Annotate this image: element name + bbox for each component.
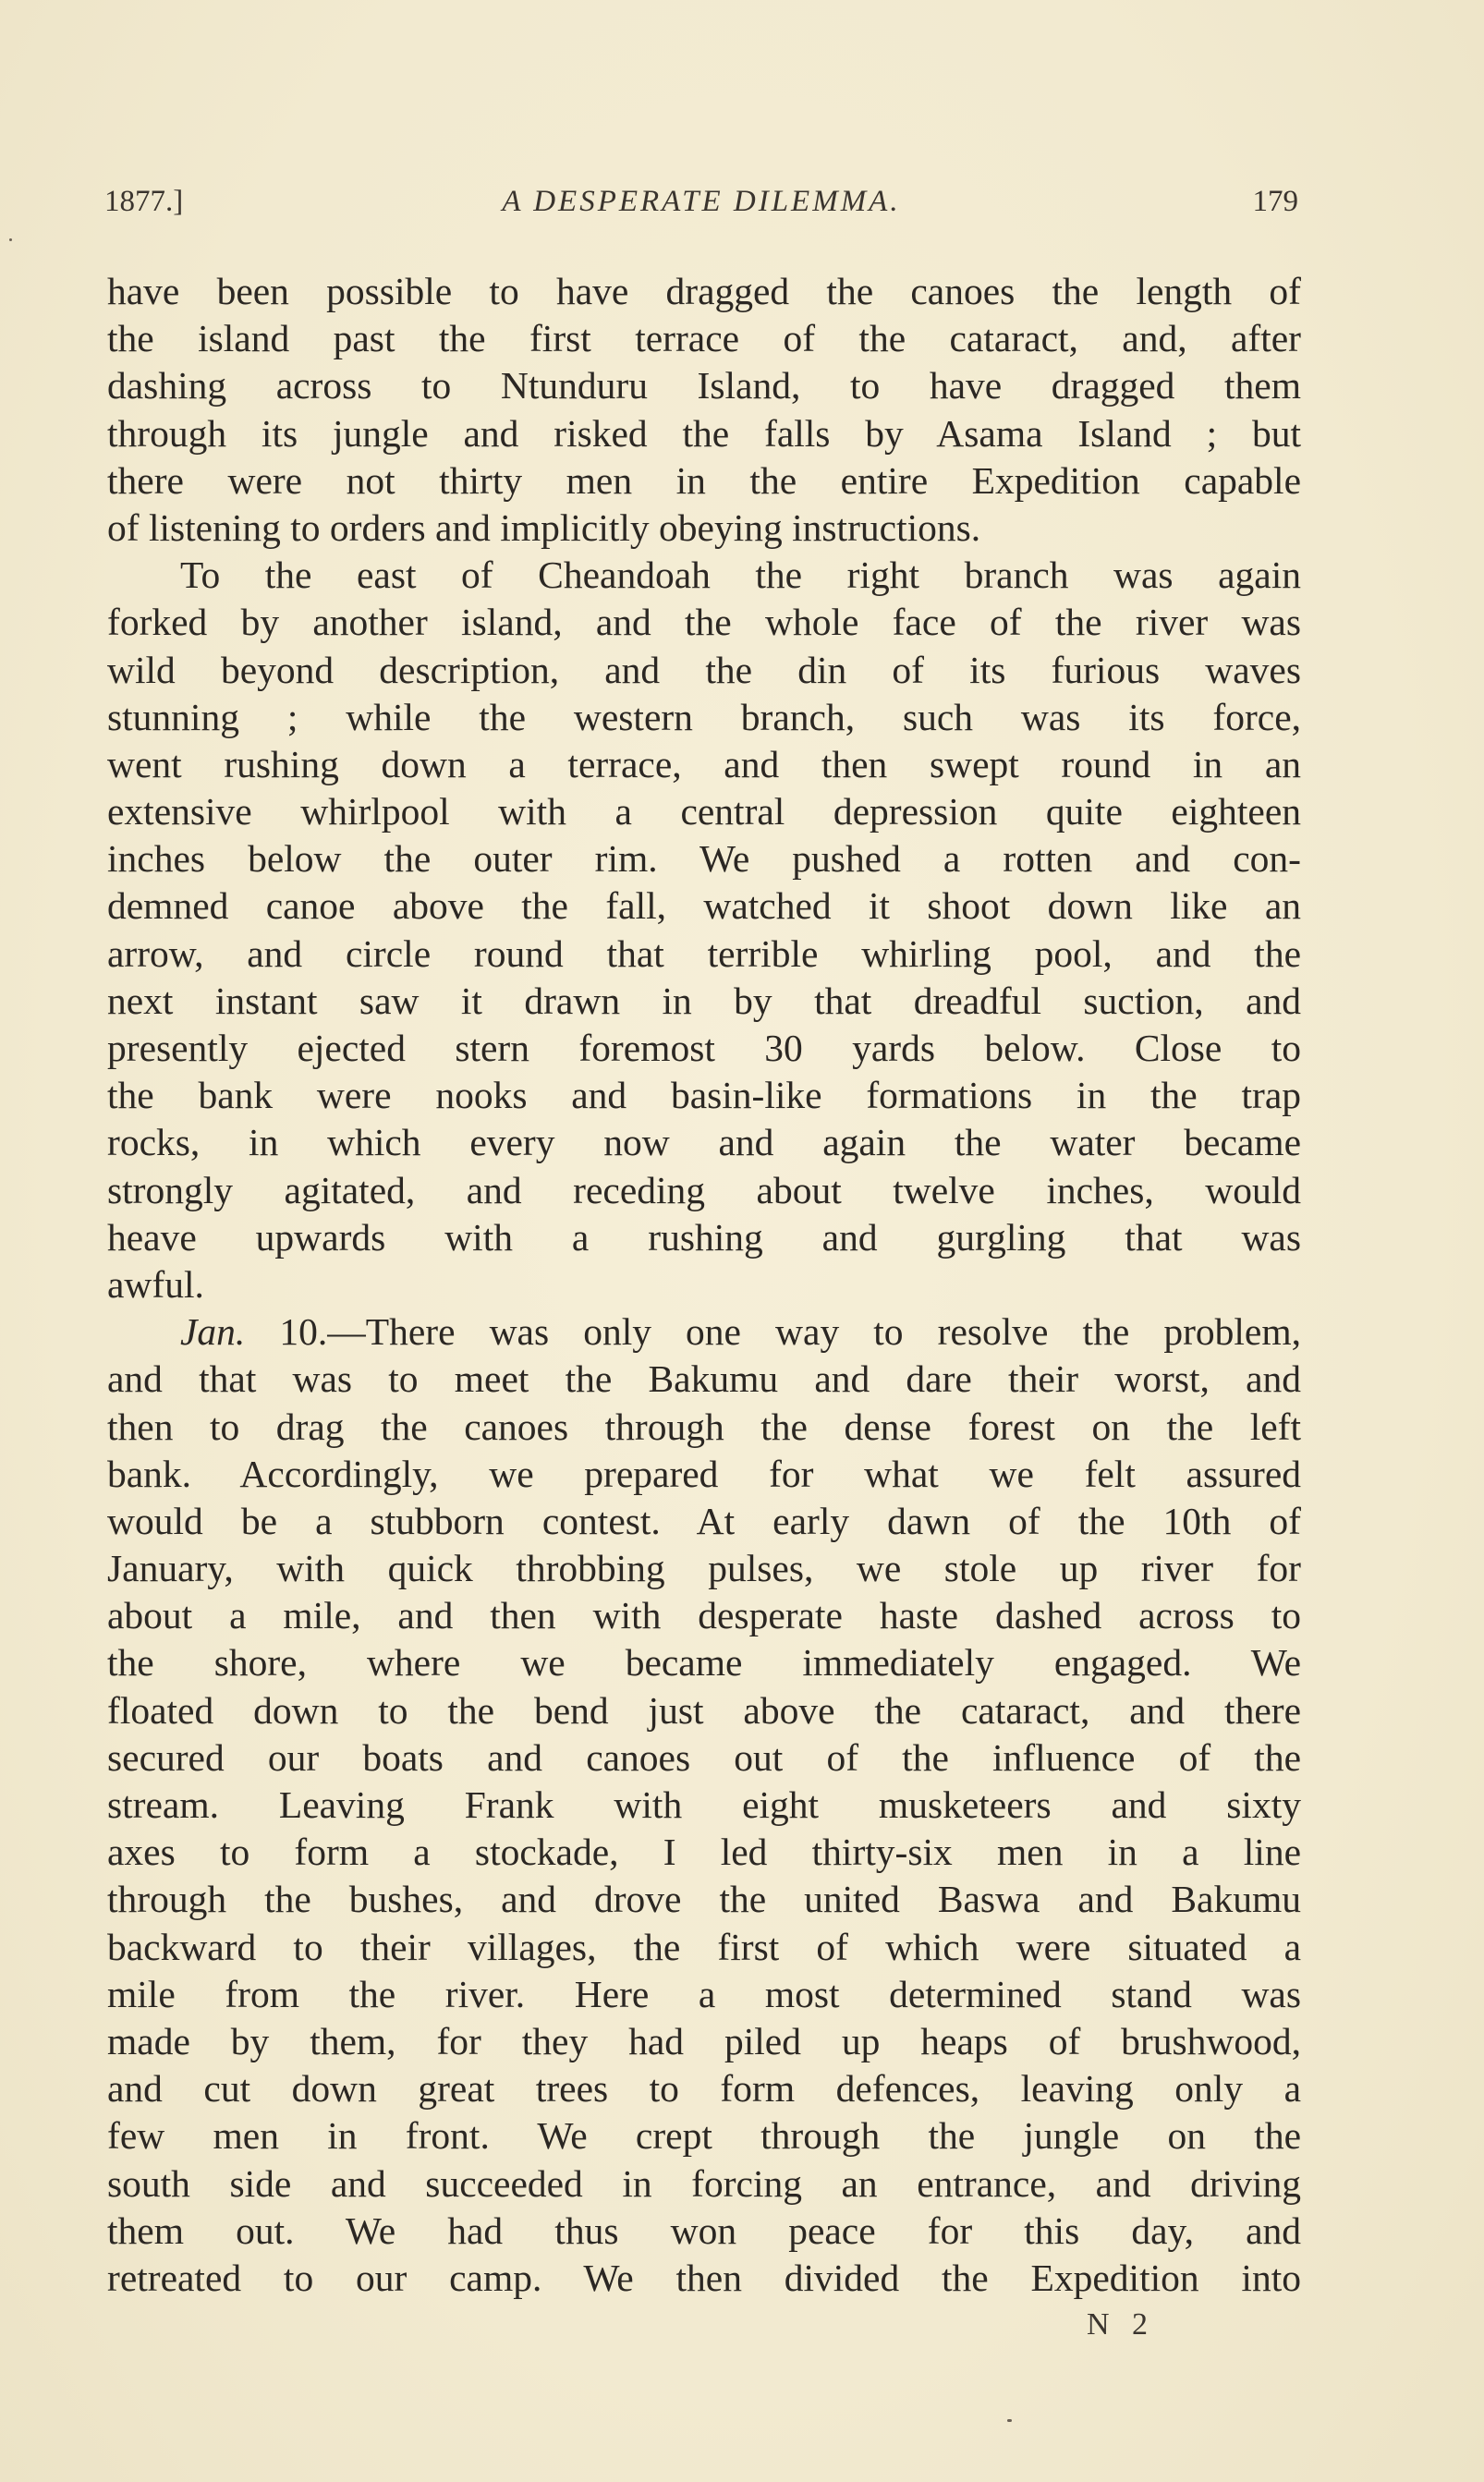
- text-line: [107, 835, 1301, 882]
- text-line: [107, 978, 1301, 1025]
- line-text: there were not thirty men in the entire Expedition capable: [107, 458, 1301, 502]
- text-line: [107, 1214, 1301, 1261]
- running-head-year: 1877.]: [104, 185, 184, 218]
- line-text: dashing across to Ntunduru Island, to have dragged them: [107, 364, 1301, 408]
- line-text: retreated to our camp. We then divided the Expedition into: [107, 2256, 1301, 2299]
- line-text: stunning ; while the western branch, such was its force,: [107, 695, 1301, 738]
- text-line: [107, 1451, 1301, 1498]
- page-number: 179: [1252, 185, 1298, 218]
- signature-mark: N 2: [1087, 2307, 1156, 2342]
- text-line: [107, 1829, 1301, 1876]
- line-text: rocks, in which every now and again the water became: [107, 1121, 1301, 1164]
- text-line: [107, 2160, 1301, 2208]
- paper-speck: [9, 238, 12, 241]
- line-text: bank. Accordingly, we prepared for what we felt assured: [107, 1452, 1301, 1495]
- text-line: [107, 2018, 1301, 2065]
- line-text: the bank were nooks and basin-like formations in the trap: [107, 1074, 1301, 1117]
- text-line: [107, 362, 1301, 409]
- text-line: [107, 1971, 1301, 2018]
- text-line: [107, 1404, 1301, 1451]
- line-text: about a mile, and then with desperate haste dashed across to: [107, 1594, 1301, 1637]
- line-text: heave upwards with a rushing and gurgling that was: [107, 1215, 1301, 1259]
- text-line: [107, 1072, 1301, 1119]
- line-text: backward to their villages, the first of which were situated a: [107, 1925, 1301, 1968]
- text-line: [107, 1592, 1301, 1639]
- running-head-title: A DESPERATE DILEMMA.: [502, 185, 901, 218]
- text-line: [107, 694, 1301, 741]
- line-text: have been possible to have dragged the canoes the length of: [107, 270, 1301, 312]
- text-line: [107, 1356, 1301, 1403]
- line-text: inches below the outer rim. We pushed a rotten and con-: [107, 837, 1301, 881]
- line-text: demned canoe above the fall, watched it shoot down like an: [107, 884, 1301, 928]
- body-text: [107, 268, 1301, 2302]
- text-line: [107, 1639, 1301, 1686]
- line-text: wild beyond description, and the din of its furious waves: [107, 648, 1301, 691]
- text-line: [107, 788, 1301, 835]
- text-line: [107, 2208, 1301, 2255]
- text-line: [107, 882, 1301, 930]
- line-text: the island past the first terrace of the cataract, and, after: [107, 317, 1301, 360]
- text-line: [107, 2255, 1301, 2302]
- line-text: south side and succeeded in forcing an entrance, and driving: [107, 2161, 1301, 2205]
- text-line: [107, 268, 1301, 315]
- text-line: [107, 315, 1301, 362]
- line-text: strongly agitated, and receding about twelve inches, would: [107, 1168, 1301, 1211]
- line-text: would be a stubborn contest. At early dawn of the 10th of: [107, 1499, 1301, 1542]
- line-text: To the east of Cheandoah the right branch was again: [180, 554, 1301, 597]
- line-text: through its jungle and risked the falls by Asama Island ; but: [107, 411, 1301, 455]
- line-text: them out. We had thus won peace for this day, and: [107, 2208, 1301, 2252]
- text-line: [107, 410, 1301, 457]
- text-line: [107, 2065, 1301, 2112]
- text-line: [107, 1876, 1301, 1923]
- line-text: the shore, where we became immediately engaged. We: [107, 1641, 1301, 1685]
- line-text: 10.—There was only one way to resolve the problem,: [245, 1310, 1301, 1354]
- line-text: of listening to orders and implicitly obeying instructions.: [107, 505, 981, 549]
- text-line: [107, 1119, 1301, 1166]
- text-line: [107, 1167, 1301, 1214]
- line-text: and that was to meet the Bakumu and dare their worst, and: [107, 1357, 1301, 1401]
- text-line: [107, 599, 1301, 646]
- line-text: arrow, and circle round that terrible whirling pool, and the: [107, 931, 1301, 975]
- line-text: axes to form a stockade, I led thirty-six men in a line: [107, 1831, 1301, 1874]
- line-text: forked by another island, and the whole face of the river was: [107, 601, 1301, 644]
- text-line: [107, 1498, 1301, 1545]
- text-line: [107, 505, 1301, 552]
- paragraph: [107, 1308, 1301, 2302]
- line-text: then to drag the canoes through the dense forest on the left: [107, 1405, 1301, 1448]
- text-line: [107, 741, 1301, 788]
- paragraph: [107, 552, 1301, 1308]
- text-line: [107, 1545, 1301, 1592]
- paragraph: [107, 268, 1301, 552]
- line-text: secured our boats and canoes out of the influence of the: [107, 1735, 1301, 1779]
- date-lead: Jan.: [180, 1310, 246, 1354]
- line-text: awful.: [107, 1262, 204, 1306]
- line-text: January, with quick throbbing pulses, we stole up river for: [107, 1547, 1301, 1590]
- text-line: [107, 1924, 1301, 1971]
- line-text: few men in front. We crept through the jungle on the: [107, 2114, 1301, 2158]
- line-text: stream. Leaving Frank with eight musketeers and sixty: [107, 1783, 1301, 1826]
- text-line: [107, 931, 1301, 978]
- line-text: went rushing down a terrace, and then swept round in an: [107, 742, 1301, 785]
- text-line: [107, 1687, 1301, 1734]
- text-line: [107, 1308, 1301, 1356]
- line-text: extensive whirlpool with a central depression quite eighteen: [107, 790, 1301, 833]
- running-head: [104, 177, 1298, 225]
- line-text: floated down to the bend just above the cataract, and there: [107, 1688, 1301, 1732]
- line-text: mile from the river. Here a most determined stand was: [107, 1972, 1301, 2015]
- text-line: [107, 2112, 1301, 2160]
- line-text: and cut down great trees to form defences, leaving only a: [107, 2067, 1301, 2111]
- text-line: [107, 1261, 1301, 1308]
- text-line: [107, 552, 1301, 599]
- text-line: [107, 1025, 1301, 1072]
- text-line: [107, 1734, 1301, 1782]
- line-text: made by them, for they had piled up heaps of brushwood,: [107, 2019, 1301, 2062]
- text-line: [107, 647, 1301, 694]
- line-text: presently ejected stern foremost 30 yards below. Close to: [107, 1027, 1301, 1069]
- paper-speck: [1007, 2419, 1012, 2422]
- line-text: through the bushes, and drove the united Baswa and Bakumu: [107, 1878, 1301, 1921]
- text-line: [107, 457, 1301, 505]
- line-text: next instant saw it drawn in by that dreadful suction, and: [107, 979, 1301, 1022]
- text-line: [107, 1782, 1301, 1829]
